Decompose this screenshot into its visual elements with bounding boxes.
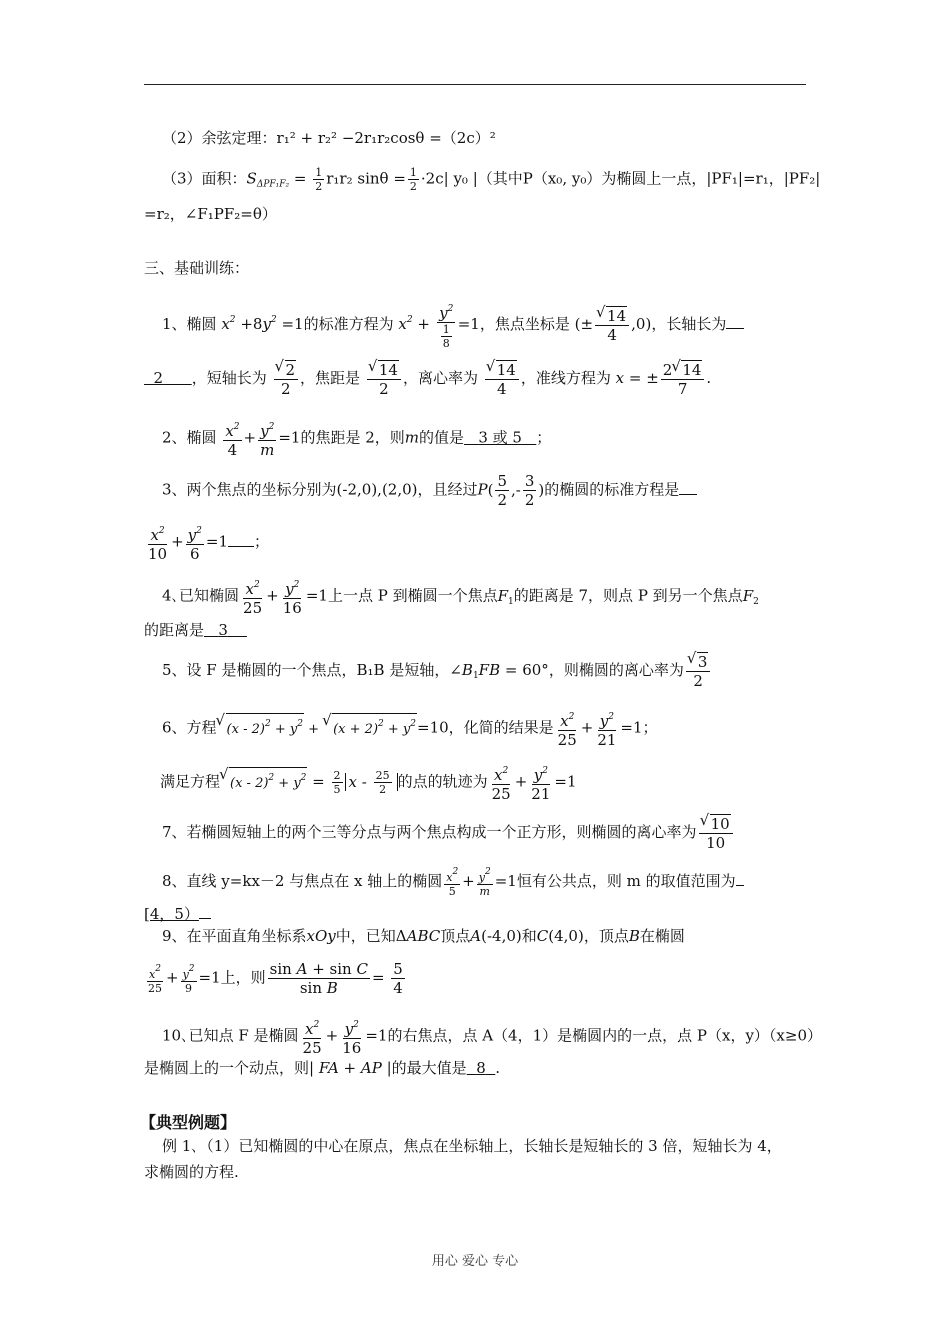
- q1-text-e: ，短轴长为: [191, 369, 267, 387]
- question-9-cont: $\frac{x^2}{25}$ + $\frac{y^2}{9}$ =1上，则 $\frac{\text{sin A + sin C}}{\text{sin B}}$ = $\frac{5}{4}$: [148, 960, 403, 997]
- question-2: 2、椭圆 $\frac{x^2}{4}$ + $\frac{y^2}{m}$ =1的焦距是 2，则m的值是 3 或 5 ；: [162, 418, 832, 459]
- q5-angle: $\angle B_1FB = 60^\circ$: [449, 661, 549, 681]
- q9-text-a: 9、在平面直角坐标系: [162, 927, 307, 945]
- cosine-label: （2）余弦定理：: [162, 129, 277, 147]
- q8-text-a: 8、直线 y=kx－2 与焦点在 x 轴上的椭圆: [162, 872, 443, 890]
- q1-text-a: 1、椭圆: [162, 315, 217, 333]
- area-line-2: =r₂，∠F₁PF₂=θ）: [144, 205, 277, 223]
- q4-text-d: 的距离是: [144, 621, 205, 639]
- question-4: 4､已知椭圆 $\frac{x^2}{25}$ + $\frac{y^2}{16}$ =1上一点 P 到椭圆一个焦点$F_1$的距离是 7，则点 P 到另一个焦点$F_2$: [162, 576, 832, 617]
- q6-text-b: =10，化简的结果是: [417, 718, 554, 737]
- q6-frac-x: $\frac{x^2}{25}$: [556, 708, 579, 749]
- area-sub: ΔPF₁F₂: [256, 179, 290, 190]
- cosine-formula: r₁² + r₂² −2r₁r₂cosθ =（2c）²: [276, 129, 496, 147]
- q6-eq: √ $(x - 2)^2 + y^2$ + √ $(x + 2)^2 + y^2$: [217, 722, 417, 737]
- question-3: [162, 472, 832, 509]
- q10-text-d: 的最大值是: [391, 1059, 467, 1077]
- q3-text-a: 3、两个焦点的坐标分别为: [162, 480, 337, 499]
- q7-answer: √ $\frac{10}{10}$: [699, 814, 733, 852]
- area-eq: r₁r₂ sinθ =: [326, 169, 406, 188]
- question-6-cont: 满足方程√ $(x - 2)^2 + y^2$ = $\frac{2}{5}$ x - $\frac{25}{2}$ 的点的轨迹为 $\frac{x^2}{25}$ + $\frac{y^2}{21}$ =1: [160, 762, 830, 803]
- q3-point: P( $\frac{5}{2}$ ,- $\frac{3}{2}$ ): [477, 472, 545, 509]
- q9-answer: $\frac{5}{4}$: [393, 960, 403, 997]
- q6-frac-y: $\frac{y^2}{21}$: [595, 708, 618, 749]
- q10-text-b: 的右焦点，点 A（4，1）是椭圆内的一点，点 P（x，y）（x≥0）: [387, 1026, 822, 1045]
- q4-text-a: 4､已知椭圆: [162, 586, 240, 605]
- q6-text-c: 满足方程: [160, 772, 221, 791]
- q2-answer: 3 或 5: [478, 428, 522, 447]
- question-1: [162, 300, 832, 350]
- q9-text-c: 顶点: [440, 927, 471, 945]
- q1-ecc: √ $\frac{14}{4}$: [485, 360, 519, 398]
- question-3-answer: $\frac{x^2}{10}$ + $\frac{y^2}{6}$ =1 ；: [144, 522, 814, 563]
- q1-text-h: ，准线方程为: [520, 369, 611, 387]
- q5-answer: √ $\frac{3}{2}$: [686, 652, 711, 690]
- q4-text-c: 的距离是 7，则点 P 到另一个焦点: [513, 586, 743, 605]
- q9-text-e: ，顶点: [583, 927, 629, 945]
- q1-frac: $\frac{y^2}{\frac{1}{8}}$: [437, 300, 456, 350]
- section-three-title: 三、基础训练：: [144, 259, 250, 277]
- q3-frac-x: $\frac{x^2}{10}$: [146, 522, 169, 563]
- q2-frac-x: $\frac{x^2}{4}$: [223, 418, 241, 459]
- q6-frac-ratio: $\frac{2}{5}$: [333, 769, 341, 796]
- frac-half-2: $\frac{1}{2}$: [409, 166, 417, 193]
- question-6: 6、方程√ $(x - 2)^2 + y^2$ + √ $(x + 2)^2 + y^2=10$，化简的结果是 $\frac{x^2}{25}$ + $\frac{y^2}{21}$ =1；: [162, 708, 832, 749]
- q6-eq2: √ $(x - 2)^2 + y^2$: [220, 776, 307, 791]
- q4-answer: 3: [218, 621, 228, 639]
- q8-answer: [4，5）: [144, 905, 199, 923]
- q4-frac-x: $\frac{x^2}{25}$: [241, 576, 264, 617]
- typical-examples-heading: 【典型例题】: [140, 1113, 237, 1132]
- q9-text-g: 上，则: [220, 968, 266, 987]
- q1-eq1: $x^2 +8y^2 =1$: [221, 315, 304, 333]
- q9-frac-x: $\frac{x^2}{25}$: [148, 963, 162, 995]
- q5-text-a: 5、设 F 是椭圆的一个焦点，B₁B 是短轴，: [162, 661, 450, 679]
- q3-text-b: ，且经过: [417, 480, 478, 499]
- q9-text-d: 和: [521, 927, 537, 945]
- q9-text-b: 中，已知: [335, 927, 396, 945]
- page-footer: 用心 爱心 专心: [431, 1254, 519, 1269]
- question-8: 8、直线 y=kx－2 与焦点在 x 轴上的椭圆 $\frac{x^2}{5}$ + $\frac{y^2}{m}$ =1恒有公共点，则 m 的取值范围为: [162, 866, 832, 898]
- q9-frac-y: $\frac{y^2}{9}$: [182, 963, 195, 995]
- q8-frac-y: $\frac{y^2}{m}$: [478, 867, 491, 898]
- q2-m: m: [404, 428, 420, 447]
- q2-text-a: 2、椭圆: [162, 428, 217, 447]
- q6-text-a: 6、方程: [162, 718, 217, 737]
- q10-frac-y: $\frac{y^2}{16}$: [340, 1016, 363, 1057]
- q1-answer-long: 2: [153, 369, 164, 387]
- q1-focal: √ $\frac{14}{2}$: [367, 360, 401, 398]
- q1-foci: (± √ $\frac{14}{4}$ ,0): [575, 315, 652, 333]
- question-9: 9、在平面直角坐标系xOy中，已知ΔABC顶点A(-4,0)和C(4,0)，顶点B在椭圆: [162, 927, 685, 945]
- question-4-cont: [144, 620, 814, 640]
- q6-abs: x - $\frac{25}{2}$: [345, 773, 398, 791]
- q7-text-a: 7、若椭圆短轴上的两个三等分点与两个焦点构成一个正方形，则椭圆的离心率为: [162, 823, 697, 841]
- q10-text-a: 10､已知点 F 是椭圆: [162, 1026, 299, 1045]
- question-10-cont: 是椭圆上的一个动点，则| FA + AP |的最大值是 8 .: [144, 1059, 501, 1077]
- example-1-cont: 求椭圆的方程.: [144, 1163, 239, 1181]
- q1-text-c: ，焦点坐标是: [479, 315, 570, 333]
- q2-frac-y: $\frac{y^2}{m}$: [258, 418, 276, 459]
- q1-text-g: ，离心率为: [402, 369, 478, 387]
- question-1-cont: 2 ，短轴长为 √ $\frac{2}{2}$ ，焦距是 √ $\frac{14}{2}$ ，离心率为 √ $\frac{14}{4}$ ，准线方程为 x = ± $\frac{2√ 14}{7}$ .: [144, 360, 814, 398]
- q10-answer: 8: [476, 1059, 486, 1077]
- q9-sine-ratio: $\frac{\text{sin A + sin C}}{\text{sin B}}$: [269, 960, 368, 997]
- example-1: 例 1､（1）已知椭圆的中心在原点，焦点在坐标轴上，长轴长是短轴长的 3 倍，短轴长为 4，: [162, 1137, 782, 1155]
- question-5: [162, 652, 832, 690]
- q9-text-f: 在椭圆: [639, 927, 685, 945]
- q2-text-b: 的焦距是 2，则: [300, 428, 405, 447]
- area-s: S: [246, 169, 257, 188]
- q1-text-f: ，焦距是: [300, 369, 361, 387]
- area-label: （3）面积：: [162, 169, 247, 188]
- area-tail: ·2c| y₀ |（其中P（x₀, y₀）为椭圆上一点，|PF₁|=r₁，|PF₂|: [420, 169, 821, 188]
- area-line: （3）面积：$S_{\Delta PF_1F_2}$ = $\frac{1}{2}$ r₁r₂ sinθ = $\frac{1}{2}$ ·2c| y₀ |（其中P（x₀, y₀）为椭圆上一点，|PF₁|=r₁，|PF₂|: [162, 166, 821, 193]
- q2-text-c: 的值是: [419, 428, 465, 447]
- q8-text-b: 恒有公共点，则 m 的取值范围为: [516, 872, 736, 890]
- q1-text-b: 的标准方程为: [303, 315, 394, 333]
- q6-frac-y2: $\frac{y^2}{21}$: [529, 762, 552, 803]
- q10-frac-x: $\frac{x^2}{25}$: [301, 1016, 324, 1057]
- cosine-law-line: [162, 128, 832, 148]
- q6-frac-x2: $\frac{x^2}{25}$: [490, 762, 513, 803]
- q5-text-b: ，则椭圆的离心率为: [548, 661, 684, 679]
- q1-short-axis: √ $\frac{2}{2}$: [274, 360, 299, 398]
- q8-frac-x: $\frac{x^2}{5}$: [446, 867, 459, 898]
- question-7: [162, 814, 832, 852]
- q1-text-d: ，长轴长为: [651, 315, 727, 333]
- question-10: 10､已知点 F 是椭圆 $\frac{x^2}{25}$ + $\frac{y^2}{16}$ =1的右焦点，点 A（4，1）是椭圆内的一点，点 P（x，y）（x≥0）: [162, 1016, 832, 1057]
- q3-foci: (-2,0),(2,0): [336, 480, 418, 499]
- q10-text-c: 是椭圆上的一个动点，则: [144, 1059, 310, 1077]
- question-8-answer: [144, 904, 814, 924]
- q3-text-c: 的椭圆的标准方程是: [544, 480, 680, 499]
- q4-frac-y: $\frac{y^2}{16}$: [281, 576, 304, 617]
- q4-text-b: 上一点 P 到椭圆一个焦点: [327, 586, 498, 605]
- q1-eq2: $x^2$ + $\frac{y^2}{\frac{1}{8}}$ =1: [398, 315, 479, 333]
- q1-directrix: x = ± $\frac{2√ 14}{7}$: [616, 369, 707, 387]
- q6-text-d: 的点的轨迹为: [397, 772, 488, 791]
- frac-half: $\frac{1}{2}$: [315, 166, 323, 193]
- header-rule: [144, 84, 806, 85]
- q3-frac-y: $\frac{y^2}{6}$: [186, 522, 204, 563]
